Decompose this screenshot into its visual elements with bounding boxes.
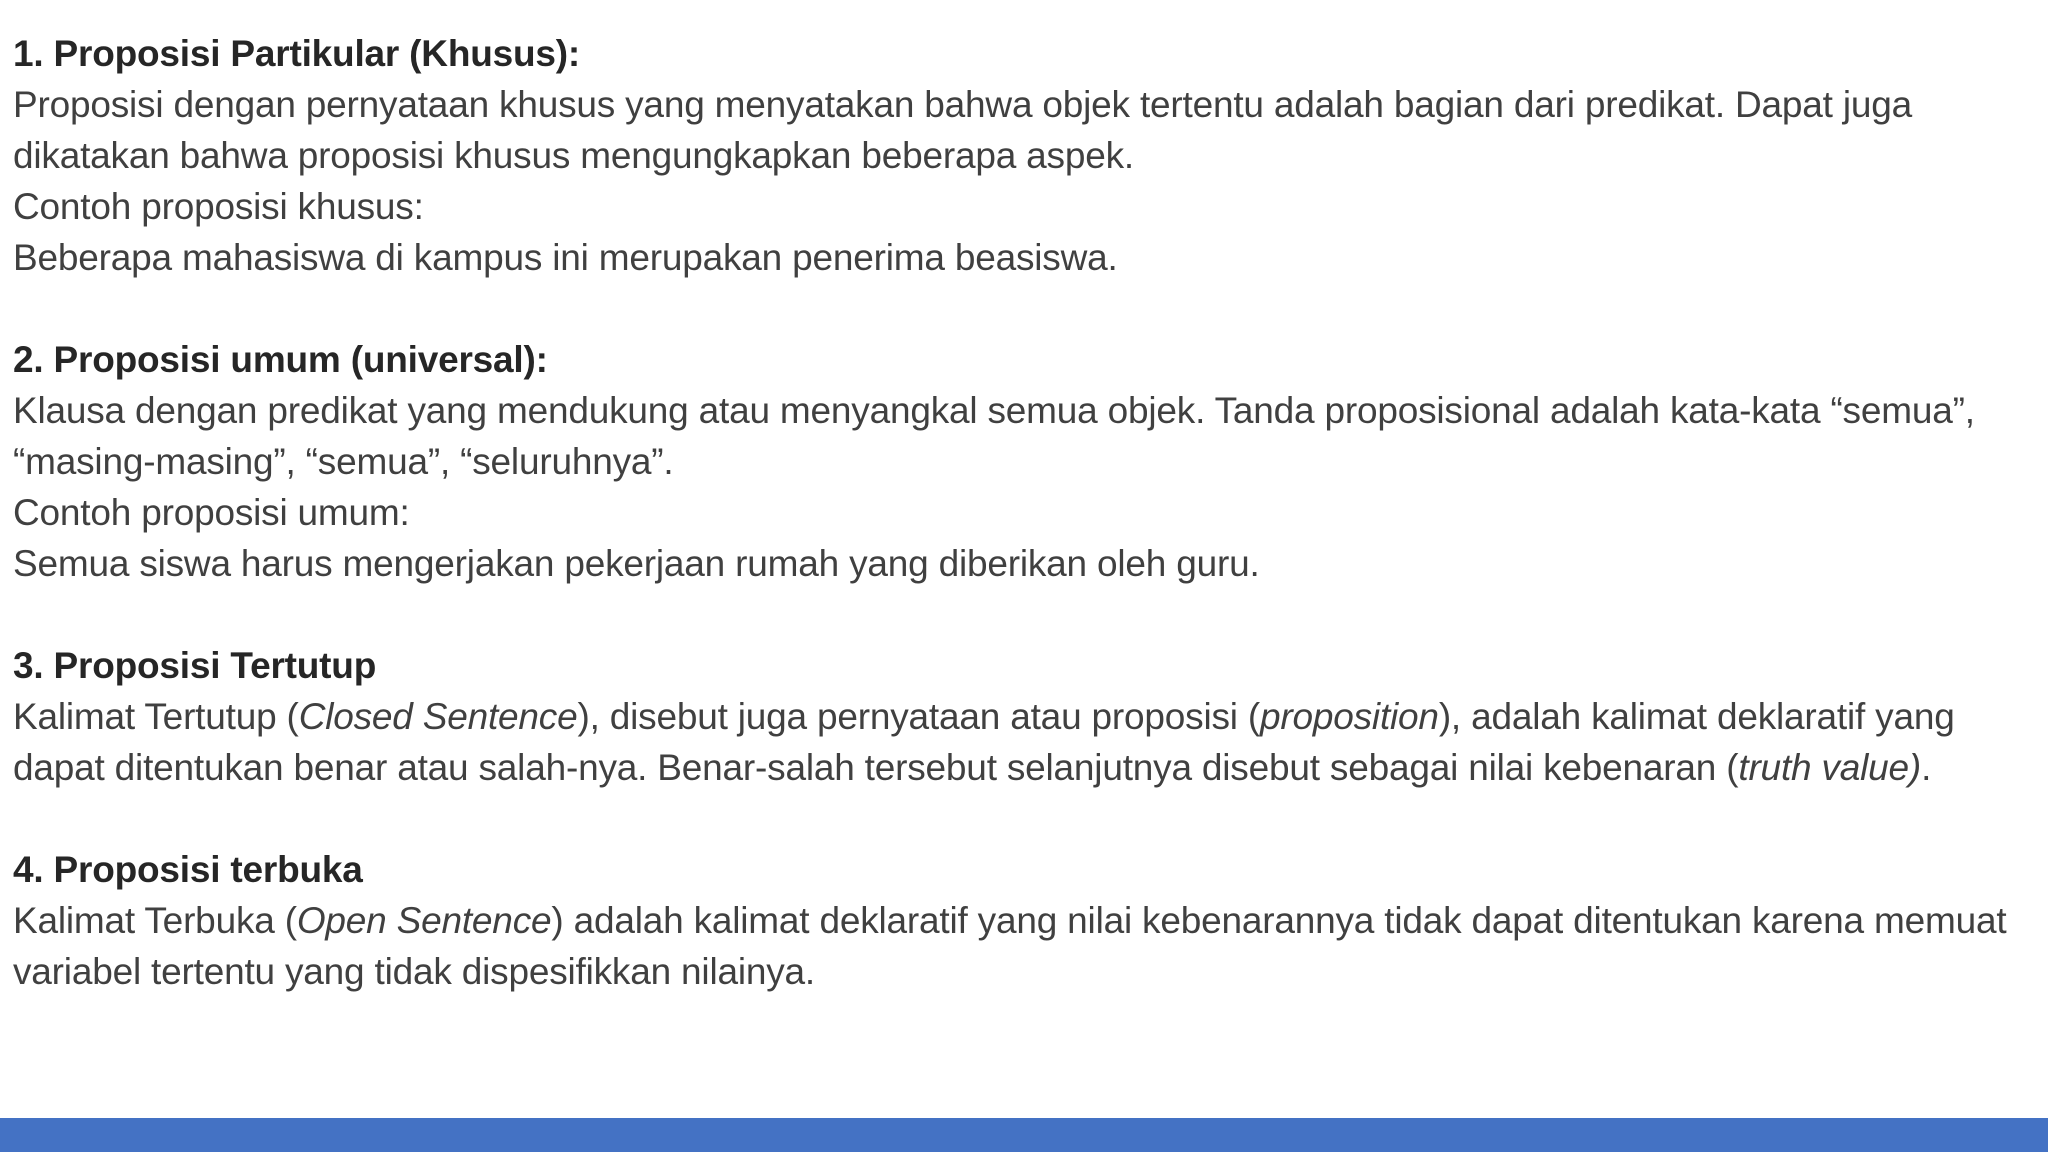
definition-italic-term: Closed Sentence	[298, 696, 578, 737]
definition-text: ) adalah kalimat deklaratif yang nilai kebenarannya tidak dapat ditentukan karena memuat variabel tertentu yang tidak dispesifikkan nilainya.	[13, 900, 2007, 992]
section-definition	[13, 895, 2041, 997]
definition-italic-term: proposition	[1260, 696, 1439, 737]
section-partikular	[13, 28, 2041, 283]
section-heading: 2. Proposisi umum (universal):	[13, 339, 548, 380]
section-heading: 4. Proposisi terbuka	[13, 849, 363, 890]
example-label: Contoh proposisi khusus:	[13, 186, 424, 227]
example-sentence: Beberapa mahasiswa di kampus ini merupakan penerima beasiswa.	[13, 237, 1118, 278]
section-definition	[13, 691, 2041, 793]
definition-text: ), disebut juga pernyataan atau proposisi (	[577, 696, 1260, 737]
definition-italic-term: Open Sentence	[296, 900, 552, 941]
definition-text: ), adalah kalimat deklaratif yang dapat ditentukan benar atau salah-nya. Benar-salah tersebut selanjutnya disebut sebagai nilai kebenaran (	[13, 696, 1955, 788]
definition-text: Kalimat Tertutup (	[13, 696, 299, 737]
section-umum	[13, 334, 2041, 589]
definition-italic-term: truth value)	[1738, 747, 1922, 788]
section-definition: Klausa dengan predikat yang mendukung atau menyangkal semua objek. Tanda proposisional adalah kata-kata “semua”, “masing-masing”, “semua”, “seluruhnya”.	[13, 390, 1975, 482]
definition-text: .	[1921, 747, 1932, 788]
definition-text: Kalimat Terbuka (	[13, 900, 297, 941]
bottom-accent-bar	[0, 1118, 2048, 1152]
section-heading: 1. Proposisi Partikular (Khusus):	[13, 33, 581, 74]
example-label: Contoh proposisi umum:	[13, 492, 410, 533]
section-heading: 3. Proposisi Tertutup	[13, 645, 377, 686]
example-sentence: Semua siswa harus mengerjakan pekerjaan rumah yang diberikan oleh guru.	[13, 543, 1260, 584]
section-tertutup	[13, 640, 2041, 793]
section-terbuka	[13, 844, 2041, 997]
section-definition: Proposisi dengan pernyataan khusus yang menyatakan bahwa objek tertentu adalah bagian dari predikat. Dapat juga dikatakan bahwa proposisi khusus mengungkapkan beberapa aspek.	[13, 84, 1912, 176]
slide-content	[13, 28, 2041, 997]
